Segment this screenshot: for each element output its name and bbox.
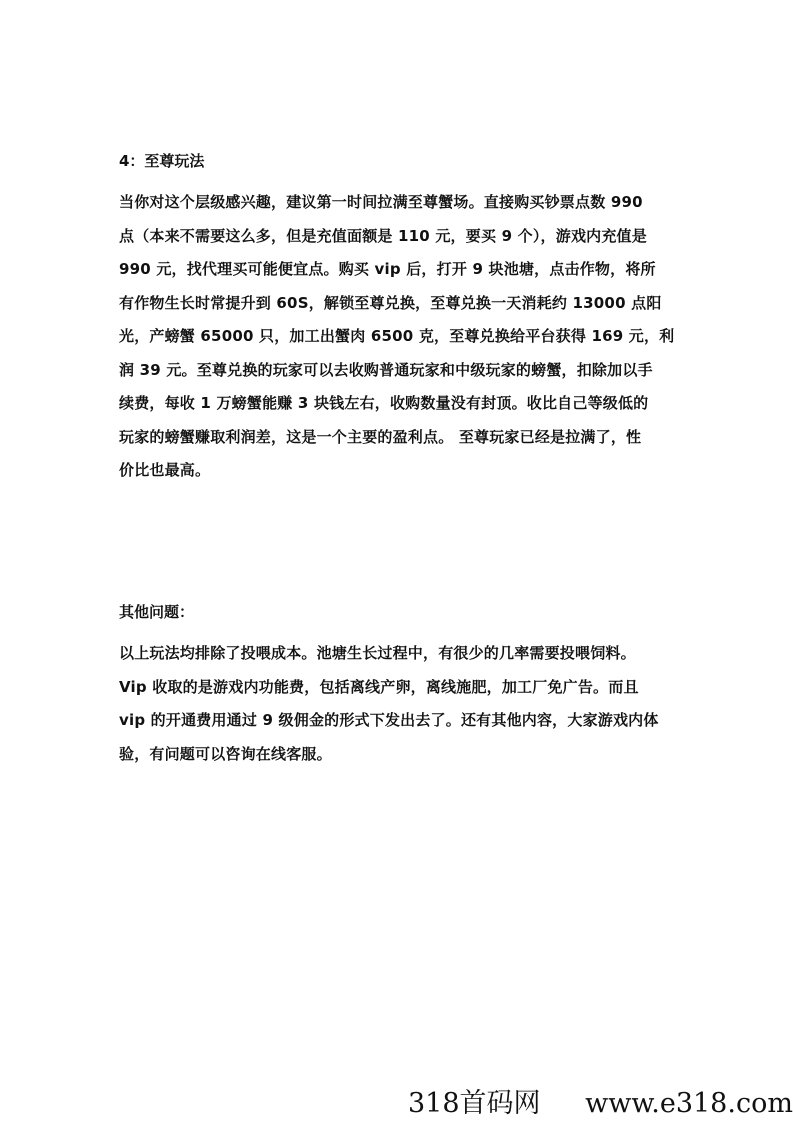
text-line: 续费，每收 1 万螃蟹能赚 3 块钱左右，收购数量没有封顶。收比自己等级低的 [119, 394, 649, 412]
text-line: Vip 收取的是游戏内功能费，包括离线产卵，离线施肥，加工厂免广告。而且 [119, 677, 639, 696]
text-line: 有作物生长时常提升到 60S，解锁至尊兑换，至尊兑换一天消耗约 13000 点阳 [119, 293, 662, 312]
text-line: 点（本来不需要这么多，但是充值面额是 110 元，要买 9 个），游戏内充值是 [119, 226, 647, 245]
site-watermark [408, 1084, 793, 1124]
text-line: 验，有问题可以咨询在线客服。 [119, 744, 332, 763]
paragraph [119, 637, 679, 771]
text-line: 价比也最高。 [119, 461, 211, 479]
text-line: 润 39 元。至尊兑换的玩家可以去收购普通玩家和中级玩家的螃蟹，扣除加以手 [119, 360, 653, 379]
text-line: vip 的开通费用通过 9 级佣金的形式下发出去了。还有其他内容，大家游戏内体 [119, 711, 659, 729]
section-heading: 其他问题： [119, 603, 195, 621]
text-line: 玩家的螃蟹赚取利润差，这是一个主要的盈利点。 至尊玩家已经是拉满了，性 [119, 427, 642, 446]
section-other-questions [119, 597, 679, 771]
paragraph [119, 186, 679, 488]
site-name: 318首码网 [408, 1088, 541, 1119]
section-supreme-gameplay [119, 146, 679, 488]
text-line: 当你对这个层级感兴趣，建议第一时间拉满至尊蟹场。直接购买钞票点数 990 [119, 193, 643, 211]
site-url: www.e318.com [585, 1088, 793, 1119]
text-line: 光，产螃蟹 65000 只，加工出蟹肉 6500 克，至尊兑换给平台获得 169 元，利 [119, 327, 675, 345]
section-heading: 4：至尊玩法 [119, 152, 205, 170]
text-line: 990 元，找代理买可能便宜点。购买 vip 后，打开 9 块池塘，点击作物，将所 [119, 260, 656, 278]
text-line: 以上玩法均排除了投喂成本。池塘生长过程中，有很少的几率需要投喂饲料。 [119, 644, 636, 662]
